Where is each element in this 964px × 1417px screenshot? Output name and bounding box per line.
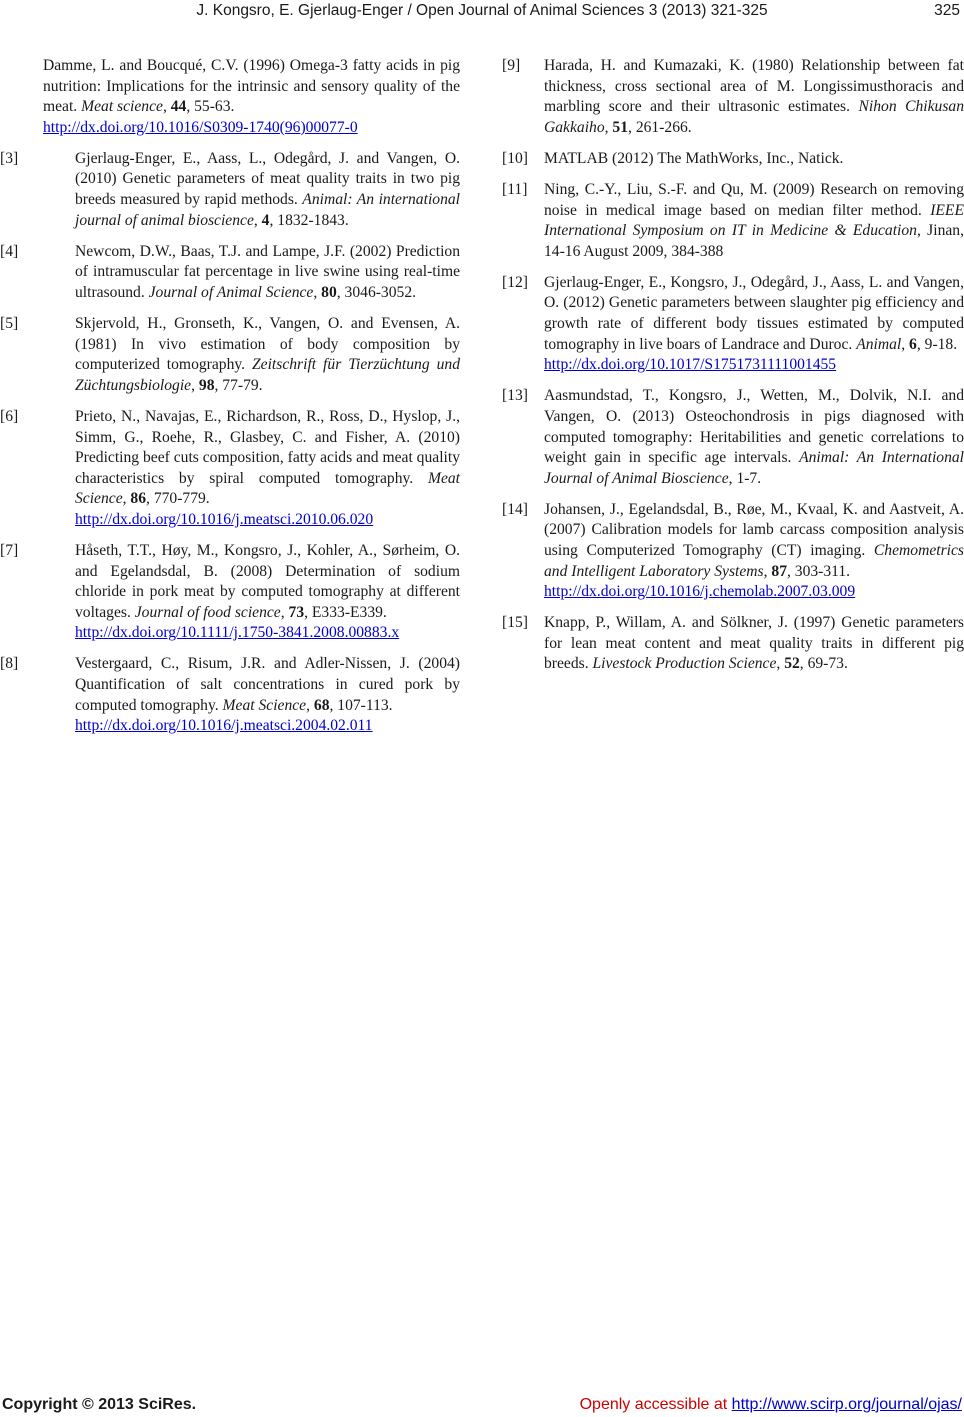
doi-link[interactable]: http://dx.doi.org/10.1016/j.meatsci.2010.06.020: [75, 510, 374, 528]
reference-text: [544, 273, 964, 376]
reference-pages: , 303-311.: [786, 562, 851, 580]
reference-separator: ,: [253, 211, 262, 229]
reference-volume: 44: [170, 98, 187, 116]
page-number: 325: [934, 2, 960, 19]
reference-authors-title: Skjervold, H., Gronseth, K., Vangen, O. and Evensen, A. (1981) In vivo estimation of body composition by computerized tomography.: [75, 315, 460, 374]
reference-journal: IEEE International Symposium on IT in Medicine & Education: [544, 201, 964, 240]
reference-number: [8]: [0, 655, 19, 673]
reference-text: [544, 149, 964, 170]
open-access-label: Openly accessible at: [579, 1396, 732, 1413]
reference-item: [0, 407, 460, 531]
reference-volume: 6: [909, 335, 917, 353]
reference-item: [0, 149, 460, 231]
reference-pages: , 770-779.: [146, 490, 210, 508]
reference-number: [6]: [0, 407, 19, 425]
reference-volume: 52: [784, 655, 800, 673]
reference-volume: 80: [321, 283, 337, 301]
reference-item: [35, 56, 460, 138]
reference-authors-title: MATLAB (2012) The MathWorks, Inc., Natick.: [544, 149, 844, 167]
reference-separator: ,: [280, 603, 289, 621]
reference-volume: 51: [612, 118, 629, 136]
reference-journal: Meat Science: [75, 469, 460, 508]
reference-journal: Nihon Chikusan Gakkaiho: [544, 98, 964, 136]
reference-number: [15]: [502, 614, 528, 632]
reference-authors-title: Gjerlaug-Enger, E., Aass, L., Odegård, J. and Vangen, O. (2010) Genetic parameters of meat quality traits in two pig breeds measured by rapid methods.: [75, 149, 460, 209]
running-title: J. Kongsro, E. Gjerlaug-Enger / Open Journal of Animal Sciences 3 (2013) 321-325: [196, 2, 768, 19]
reference-authors-title: Håseth, T.T., Høy, M., Kongsro, J., Kohler, A., Sørheim, O. and Egelandsdal, B. (2008) Determination of sodium chloride in pork meat by computed tomography at different voltages.: [75, 541, 460, 621]
reference-journal: Journal of food science: [134, 603, 281, 621]
reference-volume: 73: [288, 603, 305, 621]
reference-text: [75, 408, 460, 528]
reference-item: [502, 180, 964, 262]
reference-item: [0, 654, 460, 736]
reference-text: [544, 386, 964, 489]
reference-item: [502, 386, 964, 489]
reference-pages: , 69-73.: [799, 655, 848, 673]
reference-text: [544, 180, 964, 262]
reference-text: [75, 150, 460, 229]
reference-text: [43, 57, 460, 136]
reference-journal: Meat science: [81, 98, 163, 116]
reference-item: [502, 613, 964, 675]
reference-journal: Zeitschrift für Tierzüchtung und Züchtungsbiologie: [75, 356, 460, 394]
reference-number: [11]: [502, 180, 528, 198]
reference-separator: ,: [191, 376, 199, 394]
reference-item: [0, 314, 460, 396]
reference-number: [13]: [502, 387, 528, 405]
doi-link[interactable]: http://dx.doi.org/10.1017/S1751731111001455: [544, 356, 837, 374]
reference-authors-title: Ning, C.-Y., Liu, S.-F. and Qu, M. (2009) Research on removing noise in medical image based on median filter method.: [544, 180, 964, 219]
reference-text: [75, 655, 460, 734]
reference-pages: , 55-63.: [186, 98, 235, 116]
reference-text: [75, 315, 460, 394]
reference-item: [0, 242, 460, 304]
reference-journal: Meat Science: [222, 696, 307, 714]
reference-volume: 4: [261, 211, 270, 229]
reference-separator: ,: [604, 118, 613, 136]
reference-item: [0, 541, 460, 644]
reference-journal: Animal: [856, 335, 902, 353]
reference-number: [7]: [0, 541, 19, 559]
reference-item: [502, 500, 964, 603]
reference-pages: , 1832-1843.: [269, 211, 349, 229]
reference-pages: , Jinan, 14-16 August 2009, 384-388: [544, 222, 964, 260]
reference-separator: ,: [162, 98, 171, 116]
reference-pages: , 1-7.: [728, 469, 762, 487]
reference-journal: Livestock Production Science: [592, 655, 777, 673]
reference-separator: ,: [776, 655, 785, 673]
reference-number: [10]: [502, 149, 528, 167]
reference-number: [14]: [502, 500, 528, 518]
copyright-notice: Copyright © 2013 SciRes.: [2, 1396, 197, 1413]
reference-pages: , 261-266.: [628, 118, 692, 136]
reference-item: [502, 149, 964, 170]
reference-authors-title: Johansen, J., Egelandsdal, B., Røe, M., Kvaal, K. and Aastveit, A. (2007) Calibration models for lamb carcass composition analysis using Computerized Tomography (CT) imaging.: [544, 500, 964, 559]
reference-pages: , 3046-3052.: [336, 283, 417, 301]
doi-link[interactable]: http://dx.doi.org/10.1111/j.1750-3841.2008.00883.x: [75, 624, 400, 642]
left-column: [0, 56, 460, 747]
reference-item: [502, 273, 964, 376]
reference-journal: Journal of Animal Science: [148, 283, 314, 301]
reference-authors-title: Aasmundstad, T., Kongsro, J., Wetten, M., Dolvik, N.I. and Vangen, O. (2013) Osteochondrosis in pigs diagnosed with computed tomography: Heritabilities and genetic correlations to weight gain in specific age intervals.: [544, 387, 964, 467]
reference-pages: , 77-79.: [214, 376, 263, 394]
reference-separator: ,: [763, 562, 772, 580]
right-column: [502, 56, 964, 686]
reference-volume: 87: [771, 562, 787, 580]
reference-authors-title: Harada, H. and Kumazaki, K. (1980) Relationship between fat thickness, cross sectional area of M. Longissimusthoracis and marbling score and their ultrasonic estimates.: [544, 57, 964, 116]
reference-number: [5]: [0, 315, 19, 333]
reference-text: [544, 500, 964, 603]
reference-number: [9]: [502, 57, 521, 74]
open-access-notice: [580, 1396, 962, 1414]
reference-journal: Chemometrics and Intelligent Laboratory Systems: [544, 541, 964, 580]
reference-separator: ,: [313, 283, 322, 301]
reference-number: [4]: [0, 242, 19, 260]
reference-authors-title: Knapp, P., Willam, A. and Sölkner, J. (1997) Genetic parameters for lean meat content and meat quality traits in different pig breeds.: [544, 614, 964, 673]
reference-number: [12]: [502, 273, 528, 291]
reference-item: [502, 56, 964, 138]
reference-journal: Animal: An International Journal of Animal Bioscience: [544, 449, 964, 487]
reference-authors-title: Gjerlaug-Enger, E., Kongsro, J., Odegård, J., Aass, L. and Vangen, O. (2012) Genetic parameters between slaughter pig efficiency and growth rate of different body tissues estimated by computed tomography in live boars of Landrace and Duroc.: [544, 273, 964, 353]
reference-journal: Animal: An international journal of animal bioscience: [75, 191, 460, 229]
reference-text: [75, 243, 460, 301]
reference-separator: ,: [122, 490, 131, 508]
reference-text: [75, 542, 460, 641]
reference-pages: , 9-18.: [916, 335, 958, 353]
reference-text: [544, 56, 964, 138]
page-footer: [0, 1396, 964, 1417]
doi-link[interactable]: http://dx.doi.org/10.1016/j.meatsci.2004.02.011: [75, 717, 373, 735]
reference-separator: ,: [306, 696, 314, 714]
reference-pages: , 107-113.: [329, 696, 393, 714]
reference-authors-title: Damme, L. and Boucqué, C.V. (1996) Omega-3 fatty acids in pig nutrition: Implications for the intrinsic and sensory quality of the meat.: [43, 57, 460, 116]
reference-separator: ,: [901, 335, 910, 353]
reference-volume: 98: [198, 376, 215, 394]
reference-authors-title: Prieto, N., Navajas, E., Richardson, R., Ross, D., Hyslop, J., Simm, G., Roehe, R., Glasbey, C. and Fisher, A. (2010) Predicting beef cuts composition, fatty acids and meat quality characteristics by spiral computed tomography.: [75, 407, 460, 487]
journal-link[interactable]: http://www.scirp.org/journal/ojas/: [731, 1396, 962, 1413]
page-header: [0, 2, 964, 24]
doi-link[interactable]: http://dx.doi.org/10.1016/S0309-1740(96)00077-0: [43, 118, 358, 136]
reference-authors-title: Vestergaard, C., Risum, J.R. and Adler-Nissen, J. (2004) Quantification of salt concentrations in cured pork by computed tomography.: [75, 655, 460, 714]
reference-pages: , E333-E339.: [304, 603, 387, 621]
reference-volume: 68: [313, 696, 330, 714]
reference-text: [544, 613, 964, 675]
reference-authors-title: Newcom, D.W., Baas, T.J. and Lampe, J.F. (2002) Prediction of intramuscular fat percentage in live swine using real-time ultrasound.: [75, 242, 460, 301]
reference-number: [3]: [0, 149, 19, 167]
doi-link[interactable]: http://dx.doi.org/10.1016/j.chemolab.2007.03.009: [544, 583, 856, 601]
reference-volume: 86: [130, 490, 147, 508]
